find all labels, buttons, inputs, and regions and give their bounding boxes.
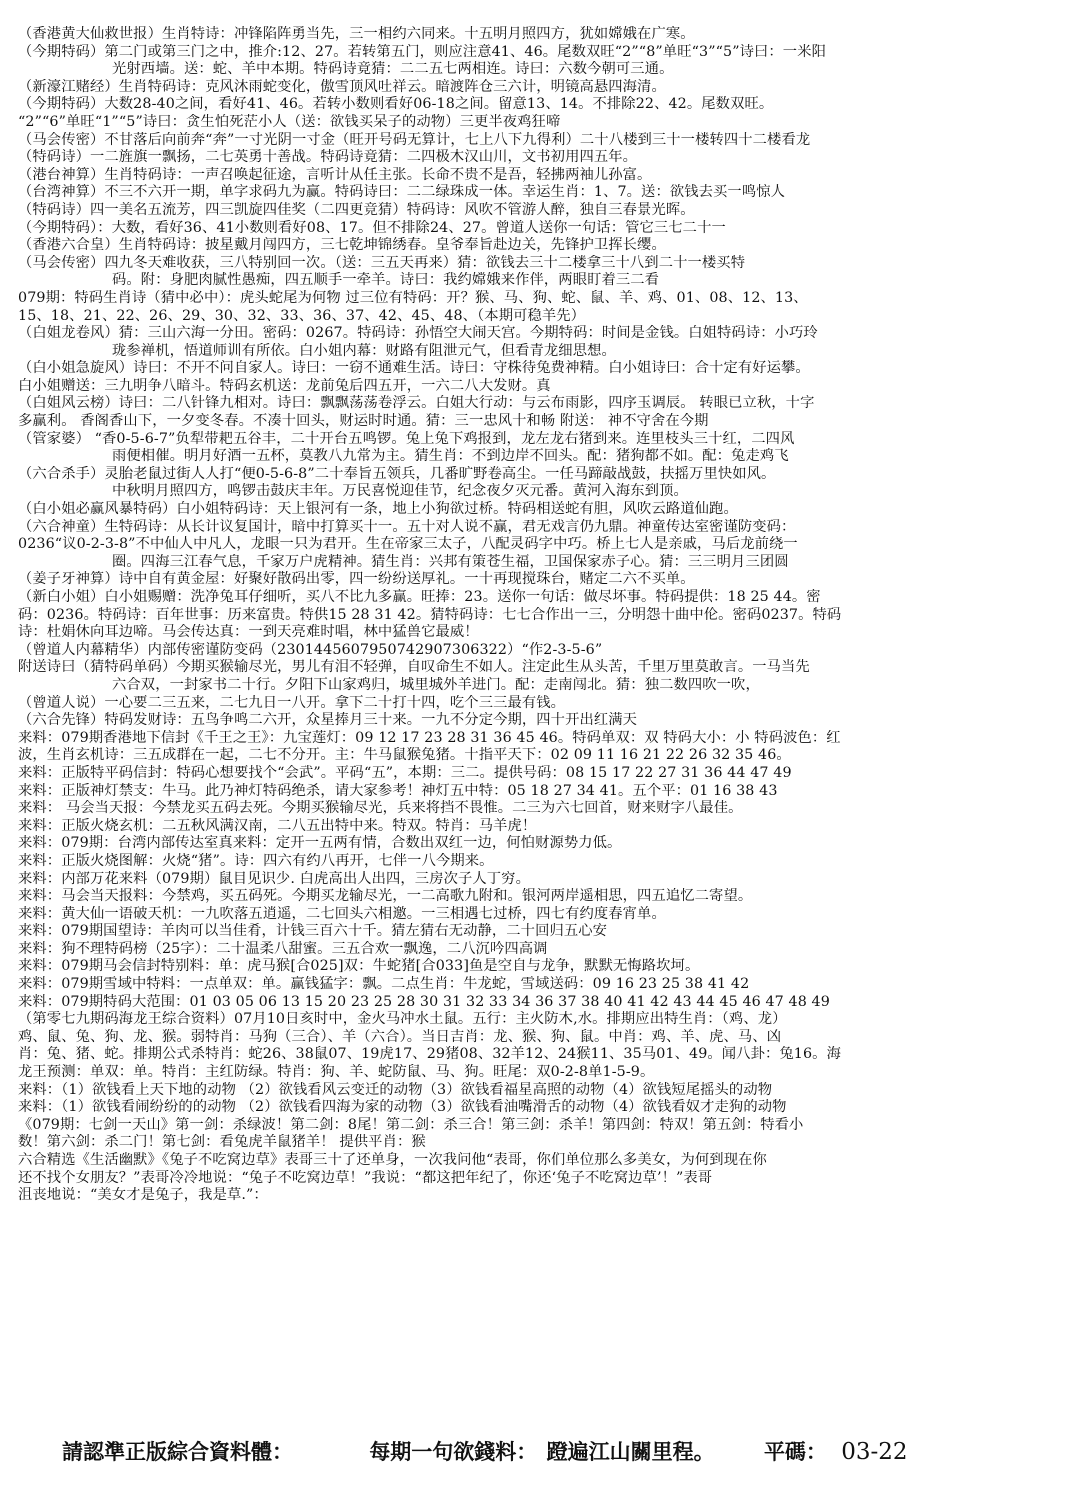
text-line: （今期特码）大数28-40之间，看好41、46。若转小数则看好06-18之间。留意13、14。不排除22、42。尾数双旺。 [18,96,774,113]
text-line: （马会传密）四九冬天难收获，三八特别回一次。（送：三五天再来）猜：欲钱去三十二楼拿三十八到二十一楼买特 [18,254,746,271]
text-line: 来料：079期马会信封特别料：单：虎马猴[合025]双：牛蛇猪[合033]鱼是空自与龙争，默默无悔路坎坷。 [18,958,700,975]
text-line: （香港六合皇）生肖特码诗：披星戴月闯四方，三七乾坤锦绣春。皇爷奉旨赴边关，先锋护卫挥长缨。 [18,237,666,254]
text-line: （新濠江赌经）生肖特码诗：克风沐雨蛇变化，傲雪顶风吐祥云。暗渡阵仓三六计，明镜高悬四海清。 [18,78,666,95]
text-line: （曾道人内幕精华）内部传密谨防变码（23014456079507429073063​22）“作2-3-5-6” [18,641,603,658]
text-line: 中秋明月照四方，鸣锣击鼓庆丰年。万民喜悦迎佳节，纪念夜夕灭元番。黄河入海东到顶。 [112,483,688,500]
text-line: 来料：正版火烧玄机：二五秋风满汉南，二八五出特中来。特双。特肖：马羊虎！ [18,817,537,834]
text-line: （港台神算）生肖特码诗：一声召唤起征途，言听计从任主张。长命不贵不是吾，轻拂两袖儿孙富。 [18,166,652,183]
text-line: 079期：特码生肖诗（猜中必中）：虎头蛇尾为何物 过三位有特码：开？猴、马、狗、蛇、鼠、羊、鸡、01、08、12、13、 [18,289,808,306]
footer-banner [62,1436,1022,1470]
text-line: 诗：杜娟休向耳边啼。马会传达真：一到天亮难时唱，林中猛兽它最威！ [18,624,479,641]
text-line: 鸡、鼠、兔、狗、龙、猴。弱特肖：马狗（三合）、羊（六合）。当日吉肖：龙、猴、狗、鼠。中肖：鸡、羊、虎、马、凶 [18,1028,782,1045]
document-body [18,26,1048,1446]
text-line: （台湾神算）不三不六开一期，单字求码九为赢。特码诗曰：二二绿珠成一体。幸运生肖：1、7。送：欲钱去买一鸣惊人 [18,184,786,201]
text-line: （白姐风云榜）诗曰：二八针锋九相对。诗曰：飘飘荡荡卷浮云。白姐大行动：与云布雨影，四序玉调辰。 转眼已立秋，十字 [18,395,815,412]
text-line: （六合神童）生特码诗：从长计议复国计，暗中打算买十一。五十对人说不赢，君无戏言仍九鼎。神童传达室密谨防变码： [18,518,796,535]
text-line: 来料：（1）欲钱看闹纷纷的的动物 （2）欲钱看四海为家的动物（3）欲钱看油嘴滑舌的动物（4）欲钱看奴才走狗的动物 [18,1099,787,1116]
text-line: 码：0236。特码诗：百年世事：历来富贵。特供15 28 31 42。猜特码诗：七七合作出一三，分明怨十曲中伦。密码0237。特码 [18,606,842,623]
text-line: （姜子牙神算）诗中自有黄金屋：好聚好散码出零，四一纷纷送厚礼。一十再现搅珠台，赌定二六不买单。 [18,571,695,588]
text-line: 来料：正版神灯禁支：牛马。此乃神灯特码绝杀，请大家参考！神灯五中特：05 18 27 34 41。五个平：01 16 38 43 [18,782,778,799]
text-line: “2”“6”单旺“1”“5”诗曰：贪生怕死茫小人（送：欲钱买呆子的动物）三更半夜鸡狂啼 [18,113,561,130]
text-line: 白小姐赠送：三九明争八暗斗。特码玄机送：龙前兔后四五开，一六二八大发财。真 [18,377,551,394]
text-line: 来料：079期国望诗：羊肉可以当佳肴，计钱三百六十千。猜左猜右无动静，二十回归五心安 [18,923,608,940]
footer-flat-code-value: 03-22 [841,1439,908,1465]
footer-brand-text: 請認準正版綜合資料體： [62,1439,293,1464]
text-line: 附送诗曰（猜特码单码）今期买猴输尽光，男儿有泪不轻弹，自叹命生不如人。注定此生从头苦，千里万里莫敢言。一马当先 [18,659,810,676]
text-line: 来料：正版特平码信封：特码心想要找个“会武”。平码“五”，本期：三二。提供号码：08 15 17 22 27 31 36 44 47 49 [18,764,792,781]
text-line: 来料：079期特码大范围：01 03 05 06 13 15 20 23 25 28 30 31 32 33 34 36 37 38 40 41 42 43 44 45 46 47 48 49 [18,993,830,1010]
text-line: （管家婆） “香0-5-6-7”负犁带耙五谷丰，二十开台五鸣锣。兔上兔下鸡报到，龙左龙右猪到来。连里枝头三十红，二四风 [18,430,795,447]
text-line: 六合双，一封家书二十行。夕阳下山家鸡归，城里城外羊进门。配：走南闯北。猜：独二数四吹一吹， [112,676,760,693]
text-line: 来料：内部万花来料（079期）鼠目见识少. 白虎高出人出四，三房次子人丁穷。 [18,870,530,887]
text-line: 光射西墙。送：蛇、羊中本期。特码诗竟猜：二二五七两相连。诗曰：六数今朝可三通。 [112,61,674,78]
text-line: （白小姐必赢风暴特码）白小姐特码诗：天上银河有一条，地上小狗欲过桥。特码相送蛇有胆，风吹云路道仙跑。 [18,501,738,518]
text-line: （特码诗）四一美名五流芳，四三凯旋四佳奖（二四更竞猜）特码诗：风吹不管游人醉，独自三春景光晖。 [18,201,695,218]
text-line: 肖：兔、猪、蛇。排期公式杀特肖：蛇26、38鼠07、19虎17、29猪08、32羊12、24猴11、35马01、49。闻八卦：兔16。海 [18,1046,841,1063]
footer-flat-code-label: 平碼： [763,1439,827,1464]
text-line: （六合先锋）特码发财诗：五鸟争鸣二六开，众星捧月三十来。一九不分定今期，四十开出红满天 [18,712,638,729]
text-line: 来料：079期雪域中特料：一点单双：单。赢钱猛字：飘。二点生肖：牛龙蛇，雪域送码：09 16 23 25 38 41 42 [18,976,750,993]
text-line: （今期特码）：大数，看好36、41小数则看好08、17。但不排除24、27。曾道人送你一句话：管它三七二十一 [18,219,726,236]
text-line: 来料：（1）欲钱看上天下地的动物 （2）欲钱看风云变迁的动物（3）欲钱看福星高照的动物（4）欲钱短尾摇头的动物 [18,1081,773,1098]
text-line: 来料： 马会当天报：今禁龙买五码去死。今期买猴输尽光，兵来将挡不畏惟。二三为六七回首，财来财字八最佳。 [18,800,743,817]
text-line: 雨便相催。明月好酒一五杯，莫教八九常为主。猜生肖：不到边岸不回头。配：猪狗都不如。配：兔走鸡飞 [112,448,789,465]
text-line: 来料：079期：台湾内部传达室真来料：定开一五两有情，合数出双红一边，何怕财源势力低。 [18,835,622,852]
text-line: 珑参禅机，悟道师训有所依。白小姐内幕：财路有阻泄元气，但看青龙细思想。 [112,342,616,359]
text-line: 龙王预测：单双：单。特肖：主红防绿。特肖：狗、羊、蛇防鼠、马、狗。旺尾：双0-2-8单1-5-9。 [18,1064,655,1081]
text-line: 15、18、21、22、26、29、30、32、33、36、37、42、45、48、（本期可稳羊先） [18,307,586,324]
text-line: （今期特码）第二门或第三门之中，推介:12、27。若转第五门，则应注意41、46。尾数双旺“2”“8”单旺“3”“5”诗曰：一米阳 [18,43,826,60]
text-line: （第零七九期码海龙王综合资料）07月10日亥时中，金火马冲水土鼠。五行：主火防木,水。排期应出特生肖：（鸡、龙） [18,1011,787,1028]
text-line: 码。附：身肥肉腻性愚痴，四五顺手一牵羊。诗曰：我约嫦娥来作伴，两眼盯着三二看 [112,272,660,289]
text-line: （马会传密）不甘落后向前奔“奔”一寸光阴一寸金（旺开号码无算计，七上八下九得利）二十八楼到三十一楼转四十二楼看龙 [18,131,811,148]
text-line: （白小姐急旋风）诗曰：不开不问自家人。诗曰：一窃不通难生活。诗曰：守株待兔费神精。白小姐诗曰：合十定有好运攀。 [18,360,810,377]
text-line: 六合精选《生活幽默》《兔子不吃窝边草》表哥三十了还单身，一次我问他“表哥，你们单位那么多美女，为何到现在你 [18,1152,767,1168]
text-line: （白姐龙卷风）猜：三山六海一分田。密码：0267。特码诗：孙悟空大闹天宫。今期特码：时间是金钱。白姐特码诗：小巧玲 [18,325,818,342]
footer-slogan-text: 蹬遍江山關里程。 [546,1439,715,1464]
footer-slogan-label: 每期一句欲錢料： [369,1439,538,1464]
text-line: （香港黄大仙救世报）生肖特诗：冲锋陷阵勇当先，三一相约六同来。十五明月照四方，犹如嫦娥在广寒。 [18,26,695,42]
text-line: （六合杀手）灵胎老鼠过街人人打“便0-5-6-8”二十奉旨五领兵，几番旷野卷高尘。一任马蹄敲战鼓，扶摇万里快如风。 [18,465,776,482]
text-line: 0236“议0-2-3-8”不中仙人中凡人，龙眼一只为君开。生在帝家三太子，八配灵码字中巧。桥上七人是亲戚，马后龙前绕一 [18,536,798,553]
text-line: 多赢利。 香阁香山下，一夕变冬春。不凑十回头，财运时时通。猜：三一忠风十和畅 附送： 神不守舍在今期 [18,413,709,430]
text-line: 《079期：七剑一天山》第一剑：杀绿波！第二剑：8尾！第二剑：杀三合！第三剑：杀羊！第四剑：特双！第五剑：特看小 [18,1116,804,1133]
text-line: 来料：黄大仙一语破天机：一九吹落五逍遥，二七回头六相邀。一三相遇七过桥，四七有约度春宵单。 [18,905,666,922]
text-line: 还不找个女朋友？”表哥冷冷地说：“兔子不吃窝边草！”我说：“都这把年纪了，你还‘兔子不吃窝边草’！”表哥 [18,1169,713,1186]
text-line: 沮丧地说：“美女才是兔子，我是草.”： [18,1187,268,1204]
text-line: 来料：马会当天报料：今禁鸡，买五码死。今期买龙输尽光，一二高歌九附和。银河两岸遥相思，四五追忆二寄望。 [18,888,753,905]
text-line: （特码诗）一二旌旗一飘扬，二七英勇十善战。特码诗竟猜：二四极木汉山川，文书初用四五年。 [18,149,638,166]
text-line: （新白小姐）白小姐赐赠：洗净兔耳仔细听，买八不比九多赢。旺捧：23。送你一句话：做尽坏事。特码提供：18 25 44。密 [18,589,821,605]
text-line: 来料：079期香港地下信封《千王之王》：九宝莲灯：09 12 17 23 28 31 36 45 46。特码单双：双 特码大小：小 特码波色：红 [18,729,841,746]
text-line: 波，生肖玄机诗：三五成群在一起，二七不分开。主：牛马鼠猴兔猪。十指平天下：02 09 11 16 21 22 26 32 35 46。 [18,747,791,764]
text-line: 圈。四海三江春气息，千家万户虎精神。猜生肖：兴邦有策苍生福，卫国保家赤子心。猜：三三明月三团圆 [112,553,789,570]
text-line: 来料：正版火烧图解：火烧“猪”。诗：四六有约八再开，七伴一八今期来。 [18,852,494,869]
text-line: 数！第六剑：杀二门！第七剑：看兔虎羊鼠猪羊！ 提供平肖：猴 [18,1134,426,1151]
text-line: 来料：狗不理特码榜（25字）：二十温柔八甜蜜。三五合欢一飘逸，二八沉吟四高调 [18,940,548,957]
text-line: （曾道人说）一心要二三五来，二七九日一八开。拿下二十打十四，吃个三三最有钱。 [18,694,566,711]
